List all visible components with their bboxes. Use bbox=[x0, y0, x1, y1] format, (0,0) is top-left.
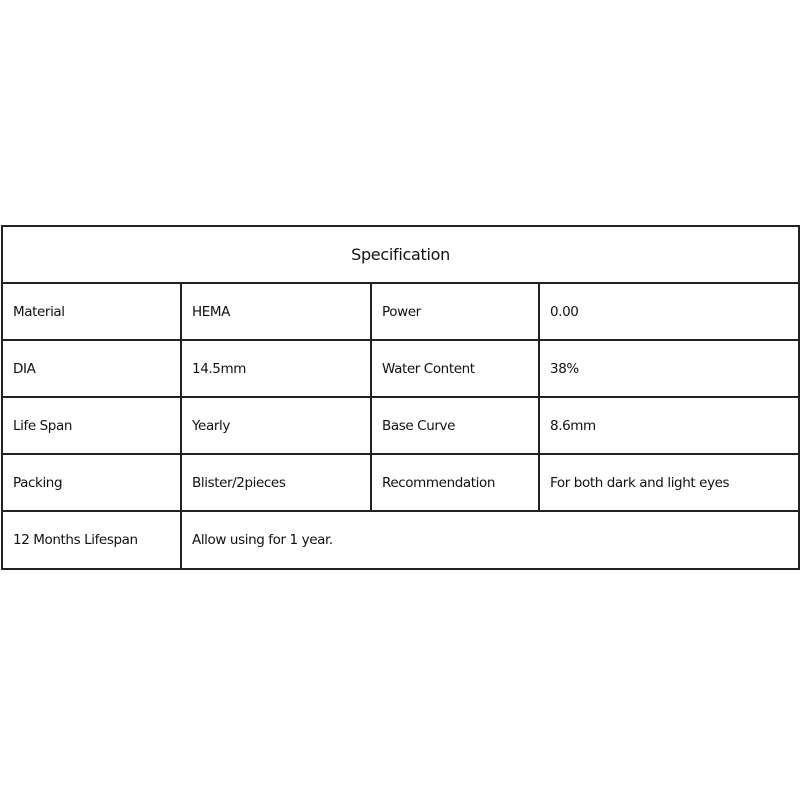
spec-label-recommendation: Recommendation bbox=[371, 454, 539, 511]
spec-value-water-content: 38% bbox=[539, 340, 799, 397]
spec-value-power: 0.00 bbox=[539, 283, 799, 340]
spec-value-packing: Blister/2pieces bbox=[181, 454, 371, 511]
spec-label-base-curve: Base Curve bbox=[371, 397, 539, 454]
spec-value-lifespan: Allow using for 1 year. bbox=[181, 511, 799, 569]
table-title: Specification bbox=[2, 226, 799, 283]
spec-label-dia: DIA bbox=[2, 340, 181, 397]
spec-label-power: Power bbox=[371, 283, 539, 340]
spec-label-water-content: Water Content bbox=[371, 340, 539, 397]
spec-value-recommendation: For both dark and light eyes bbox=[539, 454, 799, 511]
spec-value-life-span: Yearly bbox=[181, 397, 371, 454]
spec-label-packing: Packing bbox=[2, 454, 181, 511]
table-row bbox=[2, 340, 799, 397]
spec-value-base-curve: 8.6mm bbox=[539, 397, 799, 454]
spec-label-lifespan: 12 Months Lifespan bbox=[2, 511, 181, 569]
spec-value-dia: 14.5mm bbox=[181, 340, 371, 397]
specification-table bbox=[1, 225, 800, 570]
table-row bbox=[2, 511, 799, 569]
table-row bbox=[2, 454, 799, 511]
spec-label-material: Material bbox=[2, 283, 181, 340]
spec-label-life-span: Life Span bbox=[2, 397, 181, 454]
table-row bbox=[2, 397, 799, 454]
title-row bbox=[2, 226, 799, 283]
spec-value-material: HEMA bbox=[181, 283, 371, 340]
table-row bbox=[2, 283, 799, 340]
